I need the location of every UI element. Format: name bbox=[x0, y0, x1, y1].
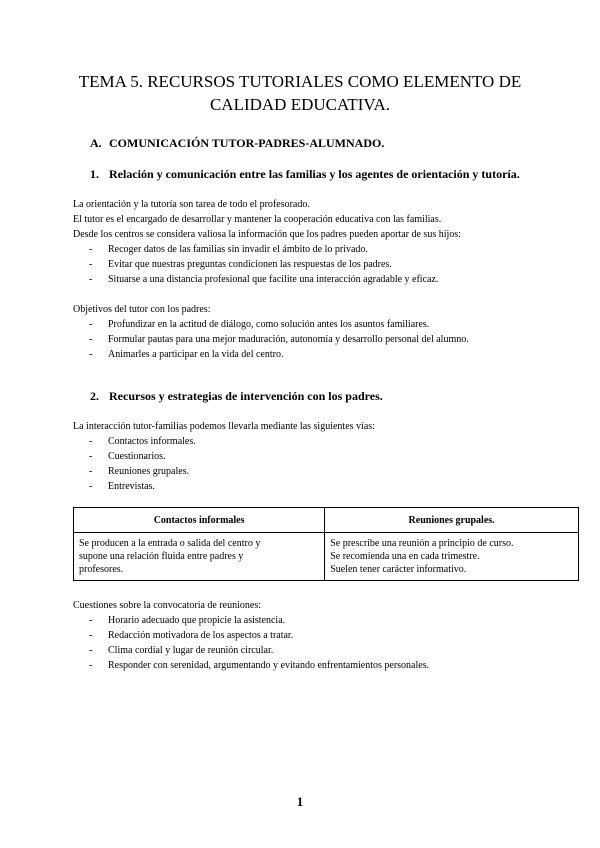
list-item: - Animarles a participar en la vida del centro. bbox=[73, 347, 469, 362]
list-item: - Recoger datos de las familias sin invadir el ámbito de lo privado. bbox=[73, 242, 461, 257]
page-title: TEMA 5. RECURSOS TUTORIALES COMO ELEMENTO DE CALIDAD EDUCATIVA. bbox=[78, 72, 522, 114]
list-item: - Responder con serenidad, argumentando y evitando enfrentamientos personales. bbox=[73, 658, 429, 673]
cell-line: Se recomienda una en cada trimestre. bbox=[330, 551, 480, 562]
cell-line: profesores. bbox=[79, 564, 124, 575]
list-item: - Clima cordial y lugar de reunión circular. bbox=[73, 643, 429, 658]
section-2-text: Recursos y estrategias de intervención con los padres. bbox=[109, 389, 383, 403]
section-1-text: Relación y comunicación entre las familias y los agentes de orientación y tutoría. bbox=[109, 167, 520, 181]
family-info-list bbox=[73, 242, 461, 287]
meetings-list bbox=[73, 613, 429, 673]
table-header-row bbox=[74, 508, 579, 533]
section-2-heading bbox=[90, 389, 383, 404]
meetings-intro: Cuestiones sobre la convocatoria de reuniones: bbox=[73, 600, 261, 611]
section-2-label: 2. bbox=[90, 389, 99, 403]
paragraph: Desde los centros se considera valiosa la información que los padres pueden aportar de sus hijos: bbox=[73, 229, 461, 240]
cell-line: supone una relación fluida entre padres y bbox=[79, 551, 244, 562]
paragraph: La orientación y la tutoría son tarea de todo el profesorado. bbox=[73, 199, 310, 210]
section-a-label: A. bbox=[90, 136, 102, 150]
ways-intro: La interacción tutor-familias podemos llevarla mediante las siguientes vías: bbox=[73, 421, 375, 432]
section-1-body bbox=[73, 197, 461, 287]
objectives-intro: Objetivos del tutor con los padres: bbox=[73, 304, 211, 315]
table-cell bbox=[325, 533, 579, 581]
cell-line: Suelen tener carácter informativo. bbox=[330, 564, 467, 575]
list-item: - Evitar que nuestras preguntas condicionen las respuestas de los padres. bbox=[73, 257, 461, 272]
table-row bbox=[74, 533, 579, 581]
comparison-table bbox=[73, 507, 579, 581]
list-item: - Profundizar en la actitud de diálogo, como solución antes los asuntos familiares. bbox=[73, 317, 469, 332]
ways-block bbox=[73, 419, 375, 494]
list-item: - Contactos informales. bbox=[73, 434, 375, 449]
list-item: - Reuniones grupales. bbox=[73, 464, 375, 479]
objectives-block bbox=[73, 302, 469, 362]
objectives-list bbox=[73, 317, 469, 362]
section-a-text: COMUNICACIÓN TUTOR-PADRES-ALUMNADO. bbox=[109, 136, 385, 150]
list-item: - Formular pautas para una mejor maduración, autonomía y desarrollo personal del alumno. bbox=[73, 332, 469, 347]
table-cell bbox=[74, 533, 325, 581]
section-1-heading bbox=[90, 167, 520, 182]
cell-line: Se producen a la entrada o salida del centro y bbox=[79, 538, 261, 549]
list-item: - Cuestionarios. bbox=[73, 449, 375, 464]
table-header: Contactos informales bbox=[74, 508, 325, 533]
section-a-heading bbox=[90, 136, 384, 151]
table-header: Reuniones grupales. bbox=[325, 508, 579, 533]
list-item: - Entrevistas. bbox=[73, 479, 375, 494]
list-item: - Situarse a una distancia profesional que facilite una interacción agradable y eficaz. bbox=[73, 272, 461, 287]
page-number: 1 bbox=[296, 794, 304, 809]
cell-line: Se prescribe una reunión a principio de curso. bbox=[330, 538, 514, 549]
meetings-block bbox=[73, 598, 429, 673]
section-1-label: 1. bbox=[90, 167, 99, 181]
list-item: - Horario adecuado que propicie la asistencia. bbox=[73, 613, 429, 628]
ways-list bbox=[73, 434, 375, 494]
list-item: - Redacción motivadora de los aspectos a tratar. bbox=[73, 628, 429, 643]
paragraph: El tutor es el encargado de desarrollar y mantener la cooperación educativa con las familias. bbox=[73, 214, 442, 225]
